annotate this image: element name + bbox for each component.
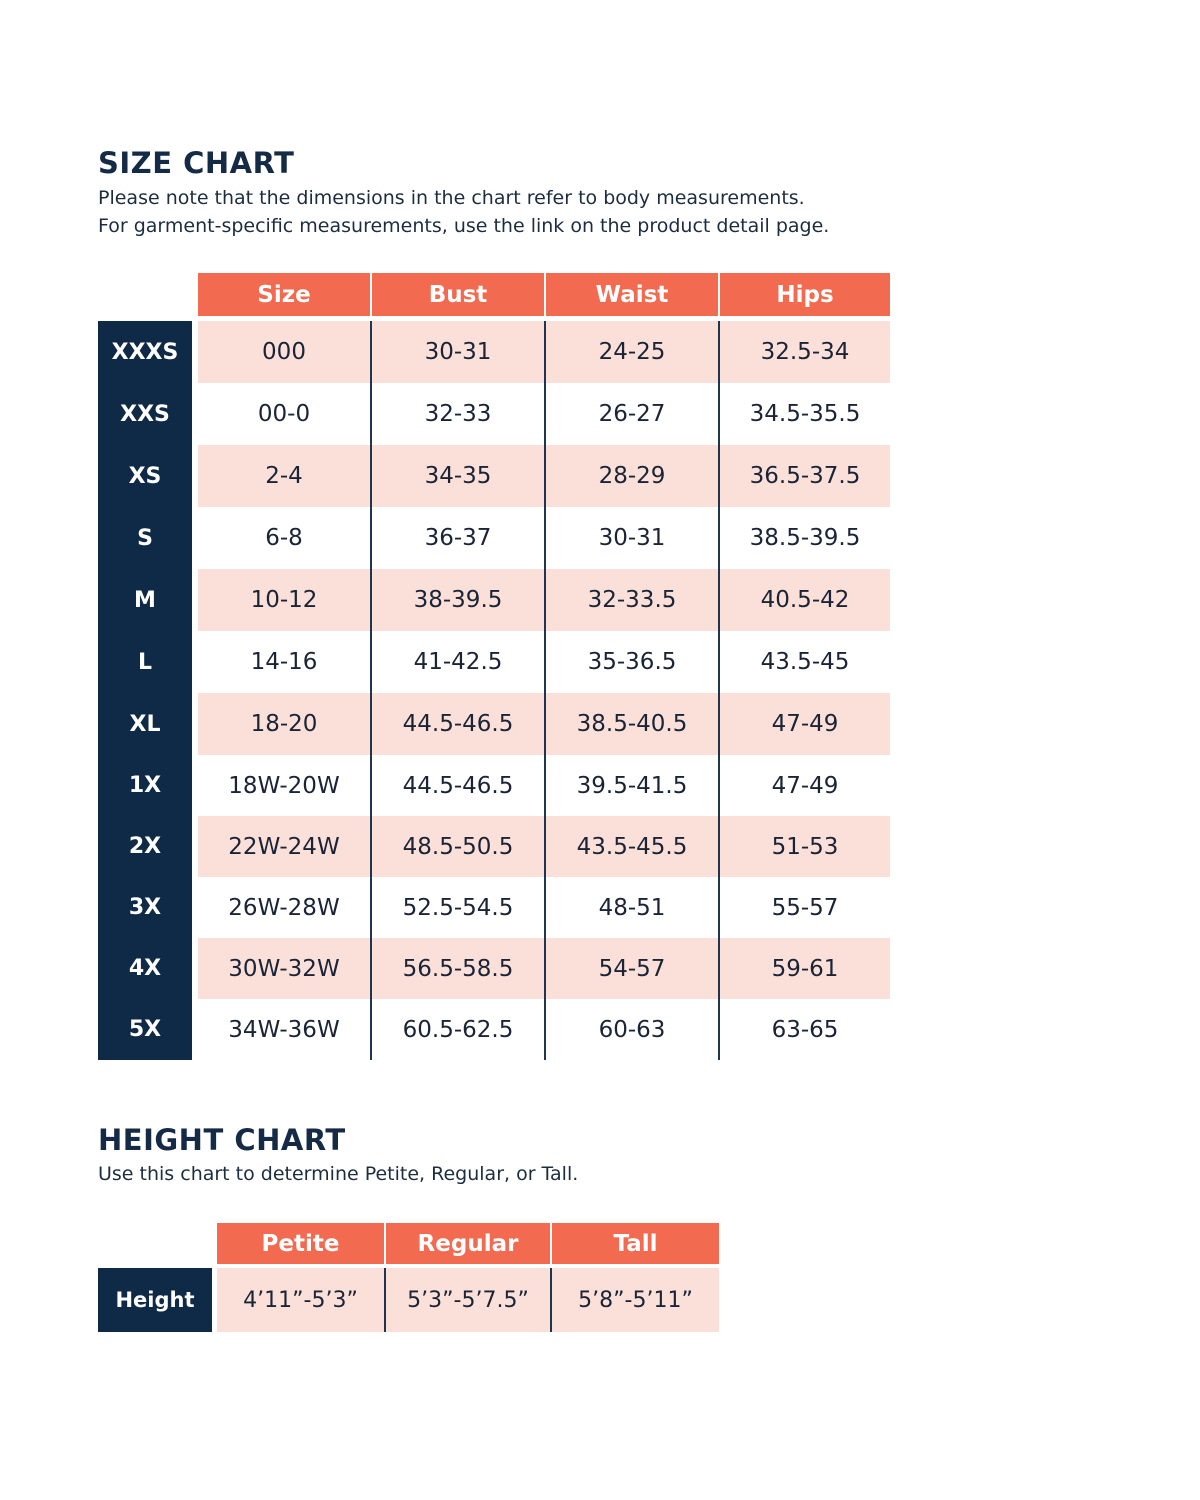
- height-table-header: [217, 1223, 719, 1264]
- cell-size: 000: [198, 321, 372, 383]
- row-label-height: Height: [98, 1268, 212, 1332]
- column-header-hips: Hips: [720, 273, 890, 316]
- table-row: [98, 877, 890, 938]
- cell-bust: 60.5-62.5: [372, 999, 546, 1060]
- column-header-waist: Waist: [546, 273, 720, 316]
- cell-waist: 43.5-45.5: [546, 816, 720, 877]
- column-header-size: Size: [198, 273, 372, 316]
- size-chart-note-line1: Please note that the dimensions in the chart refer to body measurements.: [98, 187, 805, 209]
- cell-waist: 30-31: [546, 507, 720, 569]
- cell-hips: 36.5-37.5: [720, 445, 890, 507]
- cell-bust: 32-33: [372, 383, 546, 445]
- row-label: 4X: [98, 938, 192, 999]
- row-label: 1X: [98, 755, 192, 816]
- size-chart-note-line2: For garment-specific measurements, use the link on the product detail page.: [98, 215, 830, 237]
- row-label: 5X: [98, 999, 192, 1060]
- row-label: XS: [98, 445, 192, 507]
- cell-size: 26W-28W: [198, 877, 372, 938]
- size-chart-title: SIZE CHART: [98, 146, 295, 180]
- table-row: [98, 938, 890, 999]
- table-row: [98, 507, 890, 569]
- cell-bust: 44.5-46.5: [372, 755, 546, 816]
- row-label: XXS: [98, 383, 192, 445]
- cell-bust: 34-35: [372, 445, 546, 507]
- cell-waist: 24-25: [546, 321, 720, 383]
- table-row: [98, 383, 890, 445]
- cell-bust: 38-39.5: [372, 569, 546, 631]
- cell-hips: 59-61: [720, 938, 890, 999]
- row-label: S: [98, 507, 192, 569]
- cell-hips: 32.5-34: [720, 321, 890, 383]
- cell-hips: 34.5-35.5: [749, 401, 861, 427]
- height-value-regular: 5’3”-5’7.5”: [386, 1268, 552, 1332]
- cell-waist: 54-57: [546, 938, 720, 999]
- height-chart-title: HEIGHT CHART: [98, 1123, 346, 1157]
- cell-waist: 48-51: [546, 877, 720, 938]
- column-header-bust: Bust: [372, 273, 546, 316]
- cell-waist: 39.5-41.5: [546, 755, 720, 816]
- cell-hips: 43.5-45: [760, 649, 850, 675]
- row-label: 3X: [98, 877, 192, 938]
- height-chart-note: Use this chart to determine Petite, Regular, or Tall.: [98, 1163, 579, 1185]
- cell-size: 2-4: [198, 445, 372, 507]
- height-table-row: [98, 1268, 719, 1332]
- row-label: XL: [98, 693, 192, 755]
- cell-hips: 63-65: [771, 1016, 839, 1043]
- cell-hips: 47-49: [771, 772, 839, 799]
- cell-waist: 35-36.5: [546, 631, 720, 693]
- cell-bust: 36-37: [372, 507, 546, 569]
- table-row: [98, 631, 890, 693]
- cell-hips: 55-57: [771, 894, 839, 921]
- cell-bust: 30-31: [372, 321, 546, 383]
- cell-size: 34W-36W: [198, 999, 372, 1060]
- cell-waist: 32-33.5: [546, 569, 720, 631]
- row-label: XXXS: [98, 321, 192, 383]
- cell-size: 6-8: [198, 507, 372, 569]
- size-table-header: [198, 273, 890, 316]
- table-row: [98, 816, 890, 877]
- cell-size: 00-0: [198, 383, 372, 445]
- cell-size: 10-12: [198, 569, 372, 631]
- table-row: [98, 321, 890, 383]
- cell-size: 14-16: [198, 631, 372, 693]
- cell-hips: 47-49: [720, 693, 890, 755]
- cell-size: 30W-32W: [198, 938, 372, 999]
- cell-hips: 40.5-42: [720, 569, 890, 631]
- cell-bust: 44.5-46.5: [372, 693, 546, 755]
- table-row: [98, 569, 890, 631]
- cell-bust: 56.5-58.5: [372, 938, 546, 999]
- row-label: L: [98, 631, 192, 693]
- height-value-tall: 5’8”-5’11”: [552, 1268, 719, 1332]
- cell-size: 18W-20W: [198, 755, 372, 816]
- column-header-petite: Petite: [217, 1223, 386, 1264]
- table-row: [98, 693, 890, 755]
- cell-bust: 48.5-50.5: [372, 816, 546, 877]
- size-table-body: [98, 321, 890, 1060]
- table-row: [98, 445, 890, 507]
- cell-waist: 28-29: [546, 445, 720, 507]
- column-header-tall: Tall: [552, 1223, 719, 1264]
- height-value-petite: 4’11”-5’3”: [217, 1268, 386, 1332]
- cell-bust: 52.5-54.5: [372, 877, 546, 938]
- cell-hips: 38.5-39.5: [749, 525, 861, 551]
- column-header-regular: Regular: [386, 1223, 552, 1264]
- table-row: [98, 999, 890, 1060]
- cell-size: 18-20: [198, 693, 372, 755]
- cell-bust: 41-42.5: [372, 631, 546, 693]
- table-row: [98, 755, 890, 816]
- cell-hips: 51-53: [720, 816, 890, 877]
- cell-size: 22W-24W: [198, 816, 372, 877]
- cell-waist: 60-63: [546, 999, 720, 1060]
- cell-waist: 26-27: [546, 383, 720, 445]
- row-label: M: [98, 569, 192, 631]
- row-label: 2X: [98, 816, 192, 877]
- cell-waist: 38.5-40.5: [546, 693, 720, 755]
